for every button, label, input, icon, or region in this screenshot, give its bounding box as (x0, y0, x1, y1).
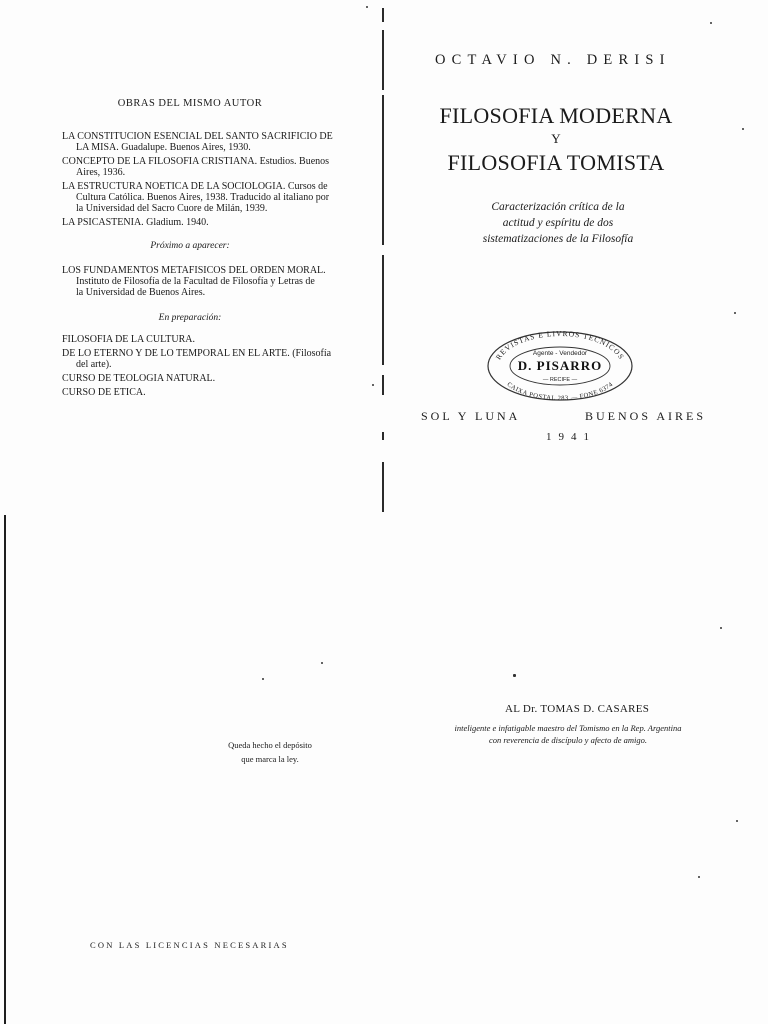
list-item: CURSO DE ETICA. (62, 387, 146, 398)
works-heading: OBRAS DEL MISMO AUTOR (117, 98, 263, 109)
list-item: LA CONSTITUCION ESENCIAL DEL SANTO SACRIFICIO DE LA MISA. Guadalupe. Buenos Aires, 1930. (62, 131, 333, 153)
publisher-city: BUENOS AIRES (585, 409, 707, 423)
svg-text:Agente - Vendedor: Agente - Vendedor (532, 350, 588, 357)
bookseller-stamp (484, 328, 636, 404)
licencias-note: CON LAS LICENCIAS NECESARIAS (90, 940, 289, 950)
svg-text:CAIXA POSTAL 283 — FONE 6374: CAIXA POSTAL 283 — FONE 6374 (505, 381, 615, 403)
speck (513, 674, 516, 677)
list-item: FILOSOFIA DE LA CULTURA. (62, 334, 195, 345)
works-list (62, 131, 340, 228)
title-line-1: FILOSOFIA MODERNA (439, 103, 673, 128)
list-item: CONCEPTO DE LA FILOSOFIA CRISTIANA. Estudios. Buenos Aires, 1936. (62, 156, 330, 178)
svg-text:— RECIFE —: — RECIFE — (542, 377, 578, 383)
list-item: LA PSICASTENIA. Gladium. 1940. (62, 217, 209, 228)
title-line-2: FILOSOFIA TOMISTA (447, 150, 665, 175)
proximo-list (62, 265, 340, 298)
svg-text:REVISTAS E LIVROS TECNICOS: REVISTAS E LIVROS TECNICOS (493, 328, 627, 362)
proximo-label: Próximo a aparecer: (150, 241, 230, 251)
subtitle: Caracterización crítica de la actitud y espíritu de dos sistematizaciones de la Filosofía (482, 201, 634, 245)
dedication-heading: AL Dr. TOMAS D. CASARES (505, 703, 650, 715)
dedication-text: inteligente e infatigable maestro del Tomismo en la Rep. Argentina con reverencia de discípulo y afecto de amigo. (454, 723, 682, 745)
title-connector: Y (551, 131, 561, 146)
list-item: DE LO ETERNO Y DE LO TEMPORAL EN EL ARTE. (Filosofía del arte). (62, 348, 332, 370)
preparacion-list (62, 334, 340, 398)
list-item: LA ESTRUCTURA NOETICA DE LA SOCIOLOGIA. Cursos de Cultura Católica. Buenos Aires, 1938. Traducido al italiano por la Universidad del Sacro Cuore de Milán, 1939. (62, 181, 330, 214)
preparacion-label: En preparación: (158, 313, 222, 323)
list-item: CURSO DE TEOLOGIA NATURAL. (62, 373, 216, 384)
publication-year: 1941 (546, 431, 596, 443)
list-item: LOS FUNDAMENTOS METAFISICOS DEL ORDEN MORAL. Instituto de Filosofía de la Facultad de Filosofía y Letras de la Universidad de Buenos Aires. (62, 265, 326, 298)
right-page (388, 0, 768, 1024)
author-name: OCTAVIO N. DERISI (435, 52, 671, 68)
legal-deposit-note: Queda hecho el depósito que marca la ley. (228, 740, 312, 764)
publisher: SOL Y LUNA (421, 409, 521, 423)
svg-text:D. PISARRO: D. PISARRO (517, 358, 603, 373)
left-page (0, 0, 382, 1024)
